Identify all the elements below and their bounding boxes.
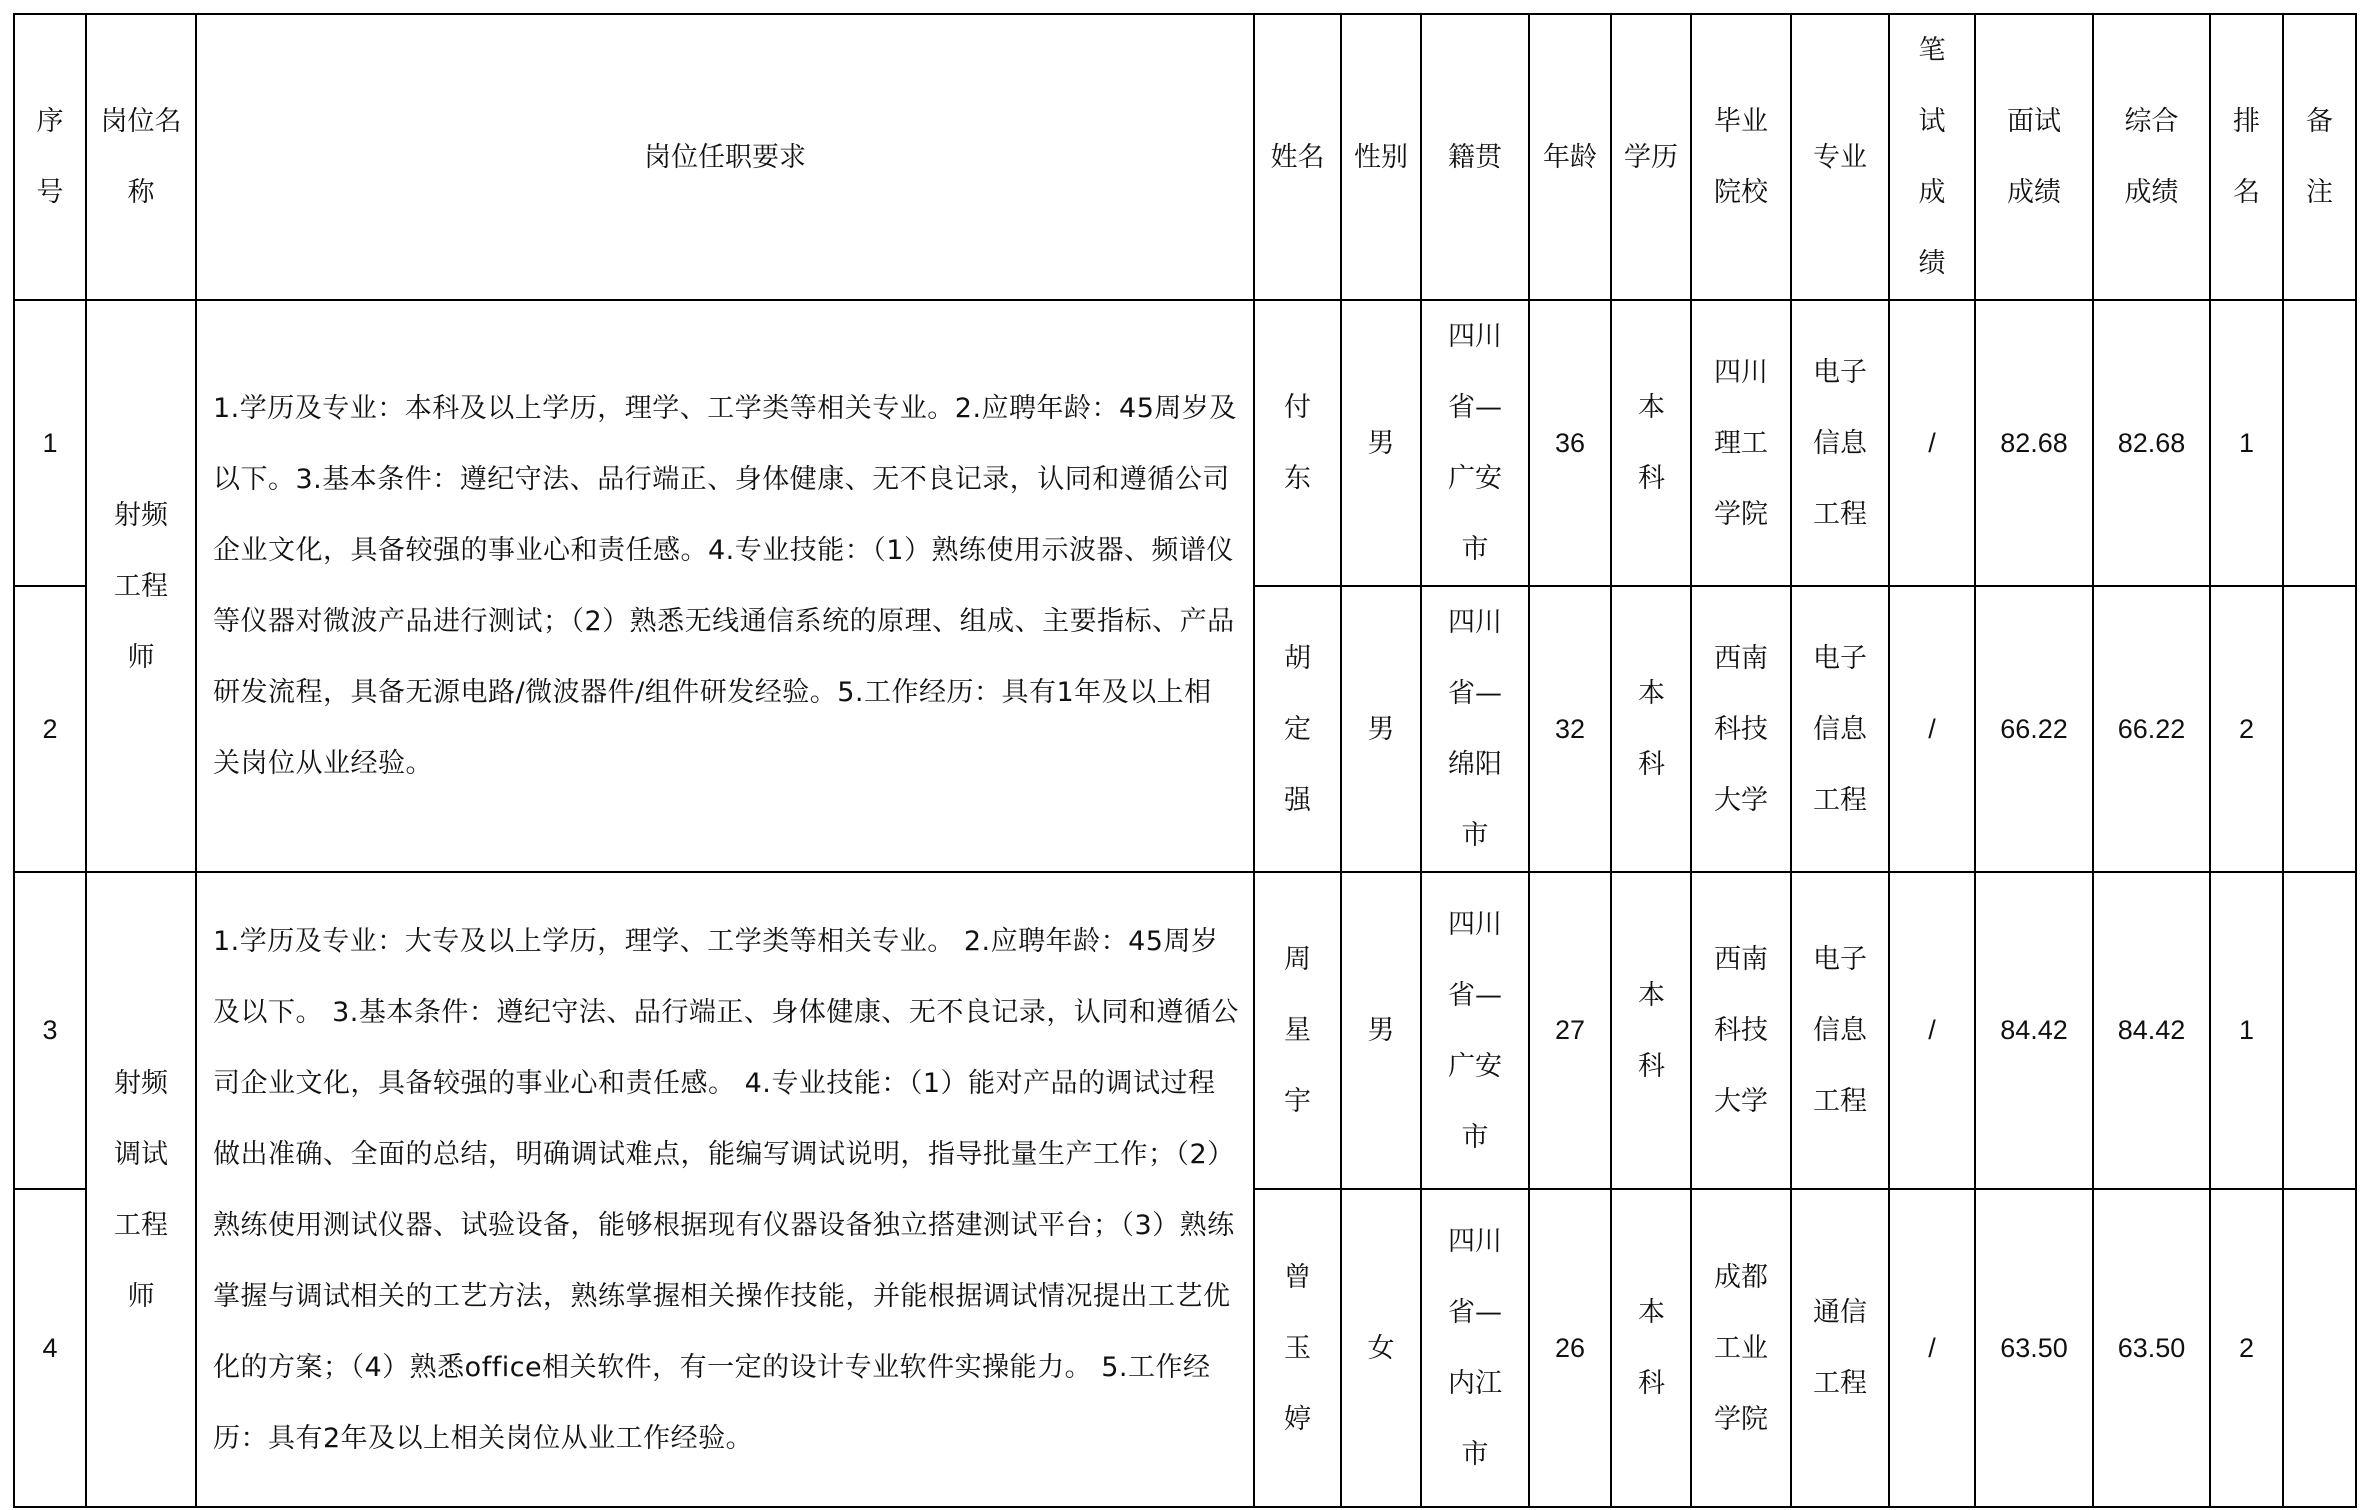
header-requirements: 岗位任职要求 xyxy=(196,14,1254,300)
cell-age: 32 xyxy=(1529,586,1611,872)
header-rank: 排名 xyxy=(2210,14,2283,300)
cell-seq: 3 xyxy=(14,872,86,1189)
cell-rank: 1 xyxy=(2210,300,2283,586)
cell-seq: 2 xyxy=(14,586,86,872)
header-gender: 性别 xyxy=(1341,14,1421,300)
cell-name: 周星宇 xyxy=(1254,872,1341,1189)
cell-name: 胡定强 xyxy=(1254,586,1341,872)
header-major: 专业 xyxy=(1791,14,1889,300)
cell-total: 82.68 xyxy=(2093,300,2210,586)
cell-rank: 1 xyxy=(2210,872,2283,1189)
cell-gender: 男 xyxy=(1341,872,1421,1189)
table-row xyxy=(14,872,2356,1189)
cell-written: / xyxy=(1889,1189,1975,1507)
cell-remark xyxy=(2283,586,2356,872)
cell-gender: 女 xyxy=(1341,1189,1421,1507)
cell-gender: 男 xyxy=(1341,586,1421,872)
cell-position-name: 射频调试工程师 xyxy=(86,872,196,1507)
header-school: 毕业院校 xyxy=(1691,14,1791,300)
cell-major: 电子信息工程 xyxy=(1791,872,1889,1189)
cell-school: 成都工业学院 xyxy=(1691,1189,1791,1507)
cell-total: 84.42 xyxy=(2093,872,2210,1189)
header-education: 学历 xyxy=(1611,14,1691,300)
cell-requirements: 1.学历及专业：本科及以上学历，理学、工学类等相关专业。2.应聘年龄：45周岁及以下。3.基本条件：遵纪守法、品行端正、身体健康、无不良记录，认同和遵循公司企业文化，具备较强的事业心和责任感。4.专业技能：（1）熟练使用示波器、频谱仪等仪器对微波产品进行测试；（2）熟悉无线通信系统的原理、组成、主要指标、产品研发流程，具备无源电路/微波器件/组件研发经验。5.工作经历：具有1年及以上相关岗位从业经验。 xyxy=(196,300,1254,872)
cell-written: / xyxy=(1889,300,1975,586)
cell-interview: 63.50 xyxy=(1975,1189,2093,1507)
header-native: 籍贯 xyxy=(1421,14,1529,300)
header-total: 综合成绩 xyxy=(2093,14,2210,300)
cell-requirements: 1.学历及专业：大专及以上学历，理学、工学类等相关专业。 2.应聘年龄：45周岁及以下。 3.基本条件：遵纪守法、品行端正、身体健康、无不良记录，认同和遵循公司企业文化，具备较强的事业心和责任感。 4.专业技能：（1）能对产品的调试过程做出准确、全面的总结，明确调试难点，能编写调试说明，指导批量生产工作；（2）熟练使用测试仪器、试验设备，能够根据现有仪器设备独立搭建测试平台；（3）熟练掌握与调试相关的工艺方法，熟练掌握相关操作技能，并能根据调试情况提出工艺优化的方案；（4）熟悉office相关软件，有一定的设计专业软件实操能力。 5.工作经历：具有2年及以上相关岗位从业工作经验。 xyxy=(196,872,1254,1507)
cell-total: 63.50 xyxy=(2093,1189,2210,1507)
cell-school: 西南科技大学 xyxy=(1691,872,1791,1189)
cell-name: 付东 xyxy=(1254,300,1341,586)
cell-written: / xyxy=(1889,586,1975,872)
cell-education: 本科 xyxy=(1611,586,1691,872)
cell-seq: 1 xyxy=(14,300,86,586)
header-interview: 面试成绩 xyxy=(1975,14,2093,300)
cell-written: / xyxy=(1889,872,1975,1189)
cell-age: 27 xyxy=(1529,872,1611,1189)
header-age: 年龄 xyxy=(1529,14,1611,300)
cell-gender: 男 xyxy=(1341,300,1421,586)
results-table xyxy=(13,13,2357,1508)
cell-education: 本科 xyxy=(1611,300,1691,586)
cell-interview: 66.22 xyxy=(1975,586,2093,872)
cell-age: 26 xyxy=(1529,1189,1611,1507)
cell-school: 西南科技大学 xyxy=(1691,586,1791,872)
cell-interview: 84.42 xyxy=(1975,872,2093,1189)
cell-interview: 82.68 xyxy=(1975,300,2093,586)
header-seq: 序号 xyxy=(14,14,86,300)
cell-position-name: 射频工程师 xyxy=(86,300,196,872)
cell-major: 电子信息工程 xyxy=(1791,586,1889,872)
cell-remark xyxy=(2283,300,2356,586)
cell-remark xyxy=(2283,872,2356,1189)
cell-school: 四川理工学院 xyxy=(1691,300,1791,586)
cell-rank: 2 xyxy=(2210,586,2283,872)
header-row xyxy=(14,14,2356,300)
cell-native: 四川省—绵阳市 xyxy=(1421,586,1529,872)
cell-native: 四川省—广安市 xyxy=(1421,300,1529,586)
cell-remark xyxy=(2283,1189,2356,1507)
cell-education: 本科 xyxy=(1611,1189,1691,1507)
table-row xyxy=(14,300,2356,586)
cell-seq: 4 xyxy=(14,1189,86,1507)
header-position: 岗位名称 xyxy=(86,14,196,300)
cell-native: 四川省—内江市 xyxy=(1421,1189,1529,1507)
header-name: 姓名 xyxy=(1254,14,1341,300)
header-remark: 备注 xyxy=(2283,14,2356,300)
header-written: 笔试成绩 xyxy=(1889,14,1975,300)
cell-major: 电子信息工程 xyxy=(1791,300,1889,586)
cell-rank: 2 xyxy=(2210,1189,2283,1507)
cell-education: 本科 xyxy=(1611,872,1691,1189)
cell-native: 四川省—广安市 xyxy=(1421,872,1529,1189)
cell-age: 36 xyxy=(1529,300,1611,586)
cell-major: 通信工程 xyxy=(1791,1189,1889,1507)
cell-total: 66.22 xyxy=(2093,586,2210,872)
cell-name: 曾玉婷 xyxy=(1254,1189,1341,1507)
